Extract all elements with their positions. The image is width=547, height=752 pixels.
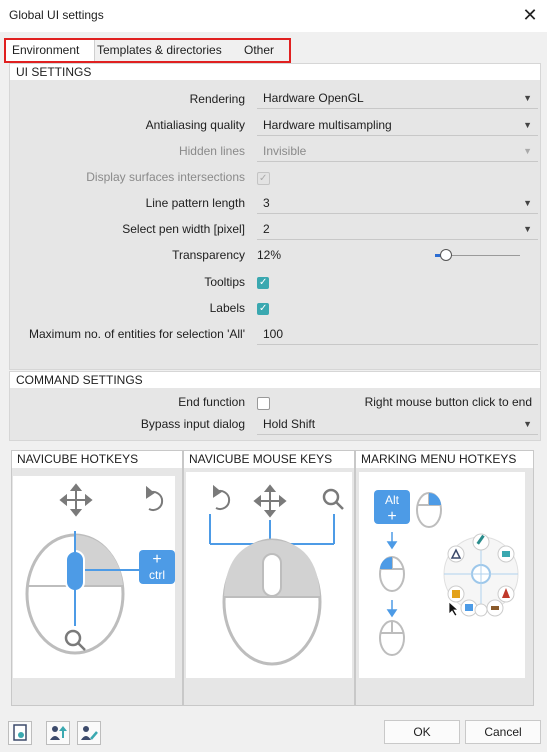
labels-checkbox[interactable]: [257, 303, 269, 315]
transparency-label: Transparency: [172, 248, 245, 262]
hidden-lines-select: [257, 141, 538, 162]
chevron-down-icon: ▼: [523, 198, 532, 208]
display-surfaces-label: Display surfaces intersections: [86, 170, 245, 184]
checkmark-icon: ✓: [259, 303, 268, 314]
user-upload-icon: [47, 722, 69, 744]
marking-menu-panel: [355, 450, 534, 706]
line-pattern-label: Line pattern length: [145, 196, 245, 210]
navicube-hotkeys-header: NAVICUBE HOTKEYS: [12, 451, 182, 468]
tooltips-label: Tooltips: [204, 275, 245, 289]
command-settings-header: COMMAND SETTINGS: [10, 372, 540, 388]
window-title: Global UI settings: [9, 8, 104, 22]
cursor-icon: [449, 602, 458, 616]
bypass-input-value: Hold Shift: [263, 417, 316, 431]
ctrl-key-label: ctrl: [149, 568, 165, 582]
display-surfaces-checkbox: [257, 172, 270, 185]
antialiasing-label: Antialiasing quality: [145, 118, 245, 132]
bypass-input-select[interactable]: [257, 414, 538, 435]
zoom-icon: [324, 490, 343, 509]
hidden-lines-value: Invisible: [263, 144, 307, 158]
pen-width-select[interactable]: [257, 219, 538, 240]
user-edit-icon: [78, 722, 100, 744]
ok-button[interactable]: OK: [384, 720, 460, 744]
transparency-slider[interactable]: [435, 248, 520, 262]
tooltips-checkbox[interactable]: [257, 277, 269, 289]
user-settings-edit-button[interactable]: [77, 721, 101, 745]
slider-handle[interactable]: [440, 249, 452, 261]
labels-label: Labels: [209, 301, 245, 315]
bypass-input-label: Bypass input dialog: [140, 417, 245, 431]
line-pattern-select[interactable]: [257, 193, 538, 214]
file-settings-icon: [9, 722, 31, 744]
svg-text:+: +: [387, 508, 397, 525]
max-entities-input[interactable]: 100: [257, 324, 538, 345]
pan-icon: [255, 486, 285, 516]
chevron-down-icon: ▼: [523, 224, 532, 234]
navicube-mouse-illustration: [186, 472, 352, 678]
end-function-label: End function: [178, 395, 245, 409]
navicube-mouse-header: NAVICUBE MOUSE KEYS: [184, 451, 354, 468]
marking-menu-diagram: [359, 472, 525, 678]
marking-menu-illustration: [359, 472, 525, 678]
max-entities-label: Maximum no. of entities for selection 'All': [29, 327, 245, 341]
chevron-down-icon: ▼: [523, 419, 532, 429]
line-pattern-value: 3: [263, 196, 270, 210]
svg-text:+: +: [152, 551, 162, 568]
pan-icon: [61, 485, 91, 515]
marking-menu-header: MARKING MENU HOTKEYS: [356, 451, 533, 468]
navicube-hotkeys-diagram: [13, 476, 175, 678]
pen-width-label: Select pen width [pixel]: [122, 222, 245, 236]
navicube-hotkeys-illustration: [13, 476, 175, 678]
tab-bar: [4, 38, 291, 63]
end-function-hint: Right mouse button click to end: [364, 395, 532, 409]
navicube-hotkeys-panel: [11, 450, 183, 706]
tab-templates-directories[interactable]: Templates & directories: [97, 43, 222, 57]
import-settings-button[interactable]: [8, 721, 32, 745]
rotate-icon: [147, 488, 162, 510]
tab-other[interactable]: Other: [244, 43, 275, 57]
pen-width-value: 2: [263, 222, 270, 236]
cancel-button[interactable]: Cancel: [465, 720, 541, 744]
transparency-value: 12%: [257, 248, 282, 262]
checkmark-icon: ✓: [259, 173, 268, 184]
chevron-down-icon: ▼: [523, 93, 532, 103]
rendering-select[interactable]: [257, 88, 538, 109]
antialiasing-select[interactable]: [257, 115, 538, 136]
zoom-icon: [66, 631, 85, 650]
navicube-mouse-panel: [183, 450, 355, 706]
chevron-down-icon: ▼: [523, 146, 532, 156]
antialiasing-value: Hardware multisampling: [263, 118, 392, 132]
close-icon[interactable]: ✕: [522, 5, 538, 25]
tab-environment[interactable]: Environment: [6, 40, 95, 61]
navicube-mouse-diagram: [186, 472, 352, 678]
alt-key-label: Alt: [384, 493, 400, 507]
marking-menu-wheel: [444, 534, 518, 616]
user-settings-up-button[interactable]: [46, 721, 70, 745]
hidden-lines-label: Hidden lines: [178, 144, 245, 158]
checkmark-icon: ✓: [259, 277, 268, 288]
chevron-down-icon: ▼: [523, 120, 532, 130]
rendering-label: Rendering: [189, 92, 245, 106]
ui-settings-header: UI SETTINGS: [10, 64, 540, 80]
rotate-icon: [214, 487, 229, 509]
rendering-value: Hardware OpenGL: [263, 91, 364, 105]
end-function-checkbox[interactable]: [257, 397, 270, 410]
